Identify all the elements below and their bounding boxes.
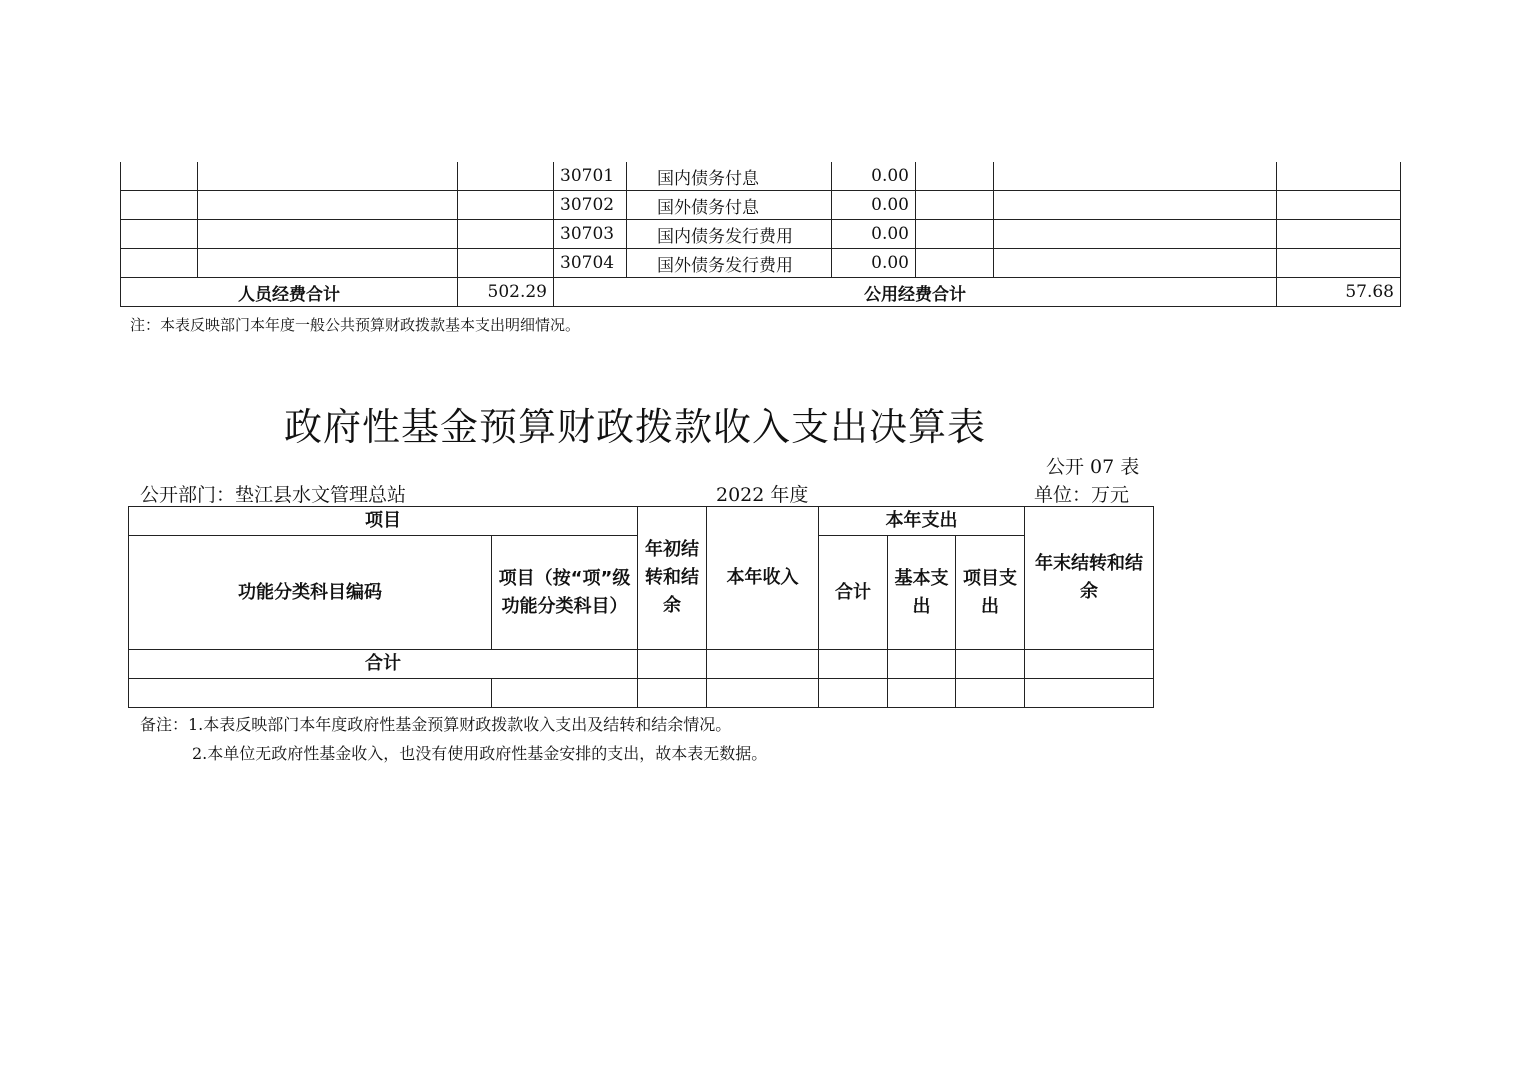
econ-code: 30704 [554, 249, 627, 278]
department-label: 公开部门：垫江县水文管理总站 [140, 484, 407, 506]
amount: 0.00 [832, 220, 916, 249]
header-function-code: 功能分类科目编码 [129, 536, 492, 650]
form-number: 公开 07 表 [1046, 456, 1140, 478]
header-income: 本年收入 [707, 507, 819, 650]
econ-code: 30702 [554, 191, 627, 220]
basic-expenditure-table [120, 162, 1401, 307]
econ-name: 国外债务发行费用 [627, 249, 832, 278]
header-end-balance: 年末结转和结余 [1025, 507, 1154, 650]
econ-code: 30703 [554, 220, 627, 249]
econ-name: 国外债务付息 [627, 191, 832, 220]
total-row [129, 650, 1154, 679]
personnel-total-label: 人员经费合计 [121, 278, 458, 307]
econ-name: 国内债务付息 [627, 162, 832, 191]
total-label: 合计 [129, 650, 638, 679]
header-begin-balance: 年初结转和结余 [638, 507, 707, 650]
table-row [121, 220, 1401, 249]
header-project: 项目 [129, 507, 638, 536]
remark-1: 备注：1.本表反映部门本年度政府性基金预算财政拨款收入支出及结转和结余情况。 [140, 715, 732, 734]
header-expense-total: 合计 [819, 536, 888, 650]
header-basic-expense: 基本支出 [888, 536, 956, 650]
econ-code: 30701 [554, 162, 627, 191]
page-title: 政府性基金预算财政拨款收入支出决算表 [284, 405, 987, 449]
header-expense: 本年支出 [819, 507, 1025, 536]
public-total-label: 公用经费合计 [554, 278, 1277, 307]
amount: 0.00 [832, 162, 916, 191]
personnel-total-value: 502.29 [458, 278, 554, 307]
table-row [129, 679, 1154, 708]
table-row [121, 191, 1401, 220]
public-total-value: 57.68 [1277, 278, 1401, 307]
amount: 0.00 [832, 191, 916, 220]
table-note: 注：本表反映部门本年度一般公共预算财政拨款基本支出明细情况。 [130, 316, 581, 334]
fiscal-year: 2022 年度 [716, 484, 809, 506]
total-row [121, 278, 1401, 307]
fund-budget-table [128, 506, 1154, 708]
table-row [121, 162, 1401, 191]
header-item: 项目（按“项”级功能分类科目） [492, 536, 638, 650]
unit-label: 单位：万元 [1034, 484, 1130, 506]
amount: 0.00 [832, 249, 916, 278]
table-row [121, 249, 1401, 278]
econ-name: 国内债务发行费用 [627, 220, 832, 249]
header-row [129, 507, 1154, 536]
remark-2: 2.本单位无政府性基金收入，也没有使用政府性基金安排的支出，故本表无数据。 [192, 744, 768, 763]
header-project-expense: 项目支出 [956, 536, 1025, 650]
